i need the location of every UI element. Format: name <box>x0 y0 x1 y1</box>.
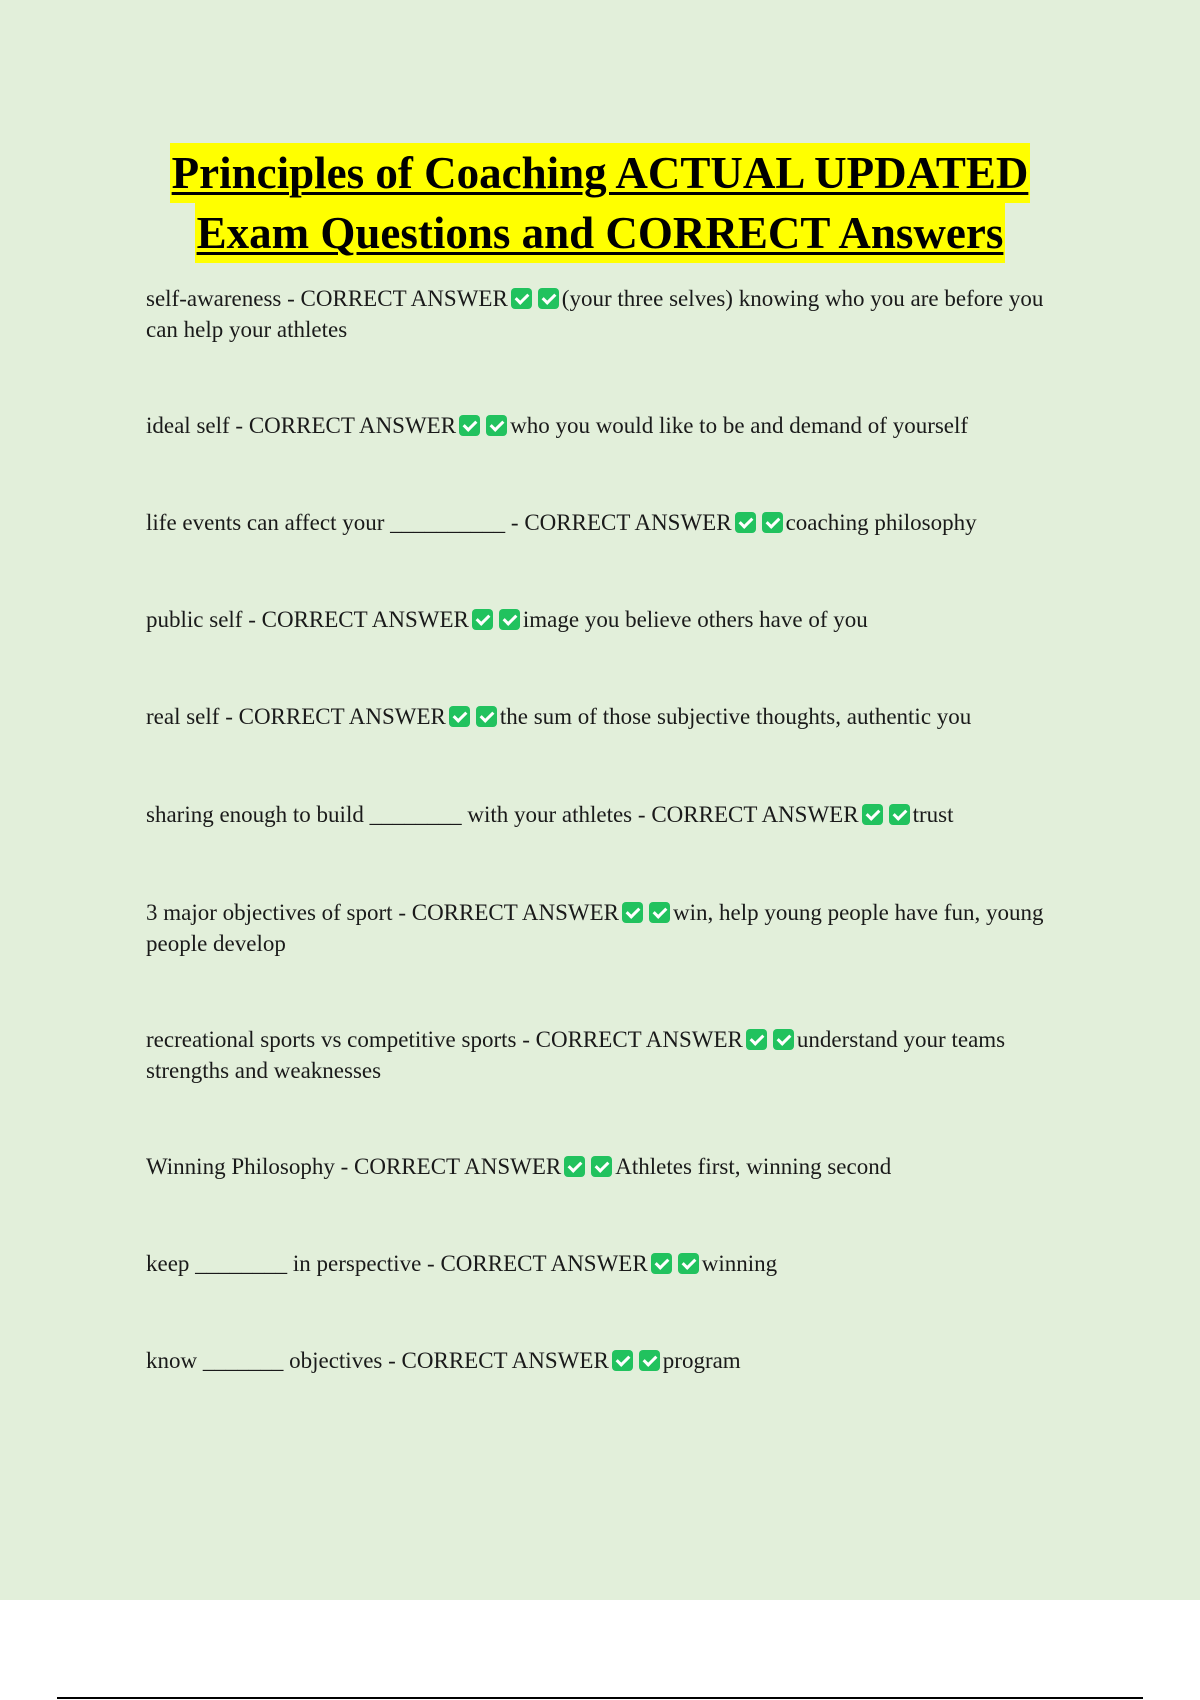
checkmark-icon <box>591 1156 612 1177</box>
answer-marker: CORRECT ANSWER <box>238 704 446 729</box>
answer-marker: CORRECT ANSWER <box>248 413 457 438</box>
answer-text: winning <box>701 1251 778 1276</box>
checkmark-icon <box>746 1029 767 1050</box>
list-item: 3 major objectives of sport - CORRECT ANSWER win, help young people have fun, young people develop <box>146 900 1044 956</box>
title-line-2: Exam Questions and CORRECT Answers <box>195 203 1006 263</box>
checkmark-icon <box>862 804 883 825</box>
question-text: sharing enough to build ________ with your athletes <box>146 802 633 827</box>
answer-text: who you would like to be and demand of yourself <box>510 413 969 438</box>
checkmark-icon <box>472 609 493 630</box>
answer-marker: CORRECT ANSWER <box>300 286 508 311</box>
checkmark-icon <box>476 706 497 727</box>
checkmark-icon <box>486 415 507 436</box>
answer-text: win, help young people have fun, young people develop <box>146 900 1044 956</box>
checkmark-icon <box>459 415 480 436</box>
list-item: Winning Philosophy - CORRECT ANSWER Athletes first, winning second <box>146 1154 892 1179</box>
answer-marker: CORRECT ANSWER <box>261 607 469 632</box>
checkmark-icon <box>651 1253 672 1274</box>
question-text: Winning Philosophy <box>146 1154 335 1179</box>
answer-text: (your three selves) knowing who you are before you can help your athletes <box>146 286 1044 342</box>
question-text: ideal self <box>146 413 230 438</box>
title-line-1: Principles of Coaching ACTUAL UPDATED <box>170 143 1031 203</box>
checkmark-icon <box>449 706 470 727</box>
answer-text: understand your teams strengths and weaknesses <box>146 1027 1006 1083</box>
checkmark-icon <box>622 902 643 923</box>
checkmark-icon <box>678 1253 699 1274</box>
list-item: public self - CORRECT ANSWER image you believe others have of you <box>146 607 868 632</box>
checkmark-icon <box>762 512 783 533</box>
checkmark-icon <box>735 512 756 533</box>
question-text: keep ________ in perspective <box>146 1251 422 1276</box>
checkmark-icon <box>499 609 520 630</box>
answer-marker: CORRECT ANSWER <box>440 1251 648 1276</box>
checkmark-icon <box>511 288 532 309</box>
answer-marker: CORRECT ANSWER <box>651 802 859 827</box>
question-text: 3 major objectives of sport <box>146 900 393 925</box>
question-text: recreational sports vs competitive sports <box>146 1027 517 1052</box>
list-item: self-awareness - CORRECT ANSWER (your three selves) knowing who you are before you can help your athletes <box>146 286 1044 342</box>
answer-marker: CORRECT ANSWER <box>354 1154 562 1179</box>
list-item: life events can affect your __________ - CORRECT ANSWER coaching philosophy <box>146 510 977 535</box>
list-item: ideal self - CORRECT ANSWER who you would like to be and demand of yourself <box>146 413 969 438</box>
answer-marker: CORRECT ANSWER <box>411 900 619 925</box>
checkmark-icon <box>889 804 910 825</box>
question-text: self-awareness <box>146 286 282 311</box>
checkmark-icon <box>639 1350 660 1371</box>
list-item: keep ________ in perspective - CORRECT ANSWER winning <box>146 1251 778 1276</box>
checkmark-icon <box>564 1156 585 1177</box>
answer-marker: CORRECT ANSWER <box>535 1027 743 1052</box>
checkmark-icon <box>612 1350 633 1371</box>
list-item: real self - CORRECT ANSWER the sum of those subjective thoughts, authentic you <box>146 704 972 729</box>
answer-text: the sum of those subjective thoughts, authentic you <box>499 704 972 729</box>
footer-divider <box>57 1697 1143 1699</box>
answer-text: coaching philosophy <box>785 510 977 535</box>
list-item: recreational sports vs competitive sports - CORRECT ANSWER understand your teams strengths and weaknesses <box>146 1027 1006 1083</box>
checkmark-icon <box>773 1029 794 1050</box>
question-text: know _______ objectives <box>146 1348 383 1373</box>
list-item: know _______ objectives - CORRECT ANSWER program <box>146 1348 741 1373</box>
question-text: life events can affect your __________ <box>146 510 506 535</box>
answer-text: program <box>662 1348 741 1373</box>
document-title <box>0 143 1200 263</box>
checkmark-icon <box>538 288 559 309</box>
question-text: public self <box>146 607 243 632</box>
question-text: real self <box>146 704 220 729</box>
answer-marker: CORRECT ANSWER <box>524 510 732 535</box>
answer-text: image you believe others have of you <box>522 607 868 632</box>
answer-marker: CORRECT ANSWER <box>401 1348 609 1373</box>
answer-text: trust <box>912 802 954 827</box>
answer-text: Athletes first, winning second <box>615 1154 892 1179</box>
checkmark-icon <box>649 902 670 923</box>
list-item: sharing enough to build ________ with your athletes - CORRECT ANSWER trust <box>146 802 954 827</box>
